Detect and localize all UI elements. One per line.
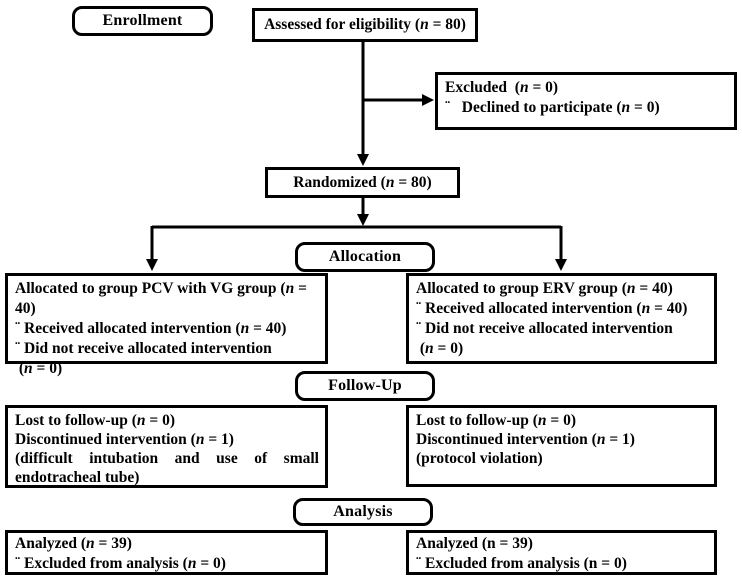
box-allocation-right (406, 273, 717, 364)
followup-right-line: Discontinued intervention (n = 1) (416, 431, 635, 448)
box-excluded (435, 72, 737, 130)
allocation-right-line: Allocated to group ERV group (n = 40) (416, 280, 673, 297)
arrow-randomized-to-split (357, 198, 369, 226)
box-analysis-left (5, 530, 328, 575)
allocation-left-line: Allocated to group PCV with VG group (n = 40) (15, 280, 311, 317)
allocation-right-line: ¨ Did not receive allocated intervention (416, 320, 673, 337)
analysis-left-line: ¨ Excluded from analysis (n = 0) (15, 555, 226, 572)
stage-label-followup (295, 371, 435, 401)
stage-label-enrollment (72, 6, 213, 36)
box-followup-right (406, 405, 717, 487)
followup-right-line: (protocol violation) (416, 450, 543, 467)
analysis-right-line: Analyzed (n = 39) (416, 535, 533, 552)
assessed-text: Assessed for eligibility (n = 80) (264, 16, 466, 33)
excluded-line: Excluded (n = 0) (445, 79, 559, 96)
followup-right-line: Lost to follow-up (n = 0) (416, 412, 576, 429)
followup-left-line: Lost to follow-up (n = 0) (15, 412, 175, 429)
arrow-to-right-allocation (555, 226, 567, 271)
analysis-right-line: ¨ Excluded from analysis (n = 0) (416, 555, 627, 572)
stage-label-allocation-text: Allocation (328, 248, 402, 265)
allocation-right-line: ¨ Received allocated intervention (n = 40) (416, 300, 688, 317)
box-assessed-for-eligibility (252, 8, 478, 42)
stage-label-enrollment-text: Enrollment (102, 12, 183, 29)
allocation-right-line: (n = 0) (416, 340, 464, 357)
followup-left-line: Discontinued intervention (n = 1) (15, 431, 234, 448)
stage-label-analysis (293, 498, 433, 526)
stage-label-followup-text: Follow-Up (328, 377, 402, 394)
box-analysis-right (406, 530, 717, 575)
allocation-left-line: ¨ Received allocated intervention (n = 40) (15, 320, 287, 337)
followup-left-line: (difficult intubation and use of small endotracheal tube) (15, 450, 323, 486)
stage-label-allocation (295, 242, 435, 272)
box-randomized (265, 167, 460, 198)
box-allocation-left (5, 273, 328, 377)
stage-label-analysis-text: Analysis (333, 503, 393, 520)
excluded-line: ¨ Declined to participate (n = 0) (445, 99, 660, 116)
analysis-left-line: Analyzed (n = 39) (15, 535, 132, 552)
arrow-to-excluded (363, 94, 434, 106)
arrow-assessed-to-randomized (357, 42, 369, 166)
randomized-text: Randomized (n = 80) (293, 173, 432, 191)
arrow-to-left-allocation (146, 226, 158, 271)
allocation-left-line: ¨ Did not receive allocated intervention (15, 340, 272, 357)
box-followup-left (5, 405, 328, 488)
allocation-left-line: (n = 0) (15, 360, 63, 377)
